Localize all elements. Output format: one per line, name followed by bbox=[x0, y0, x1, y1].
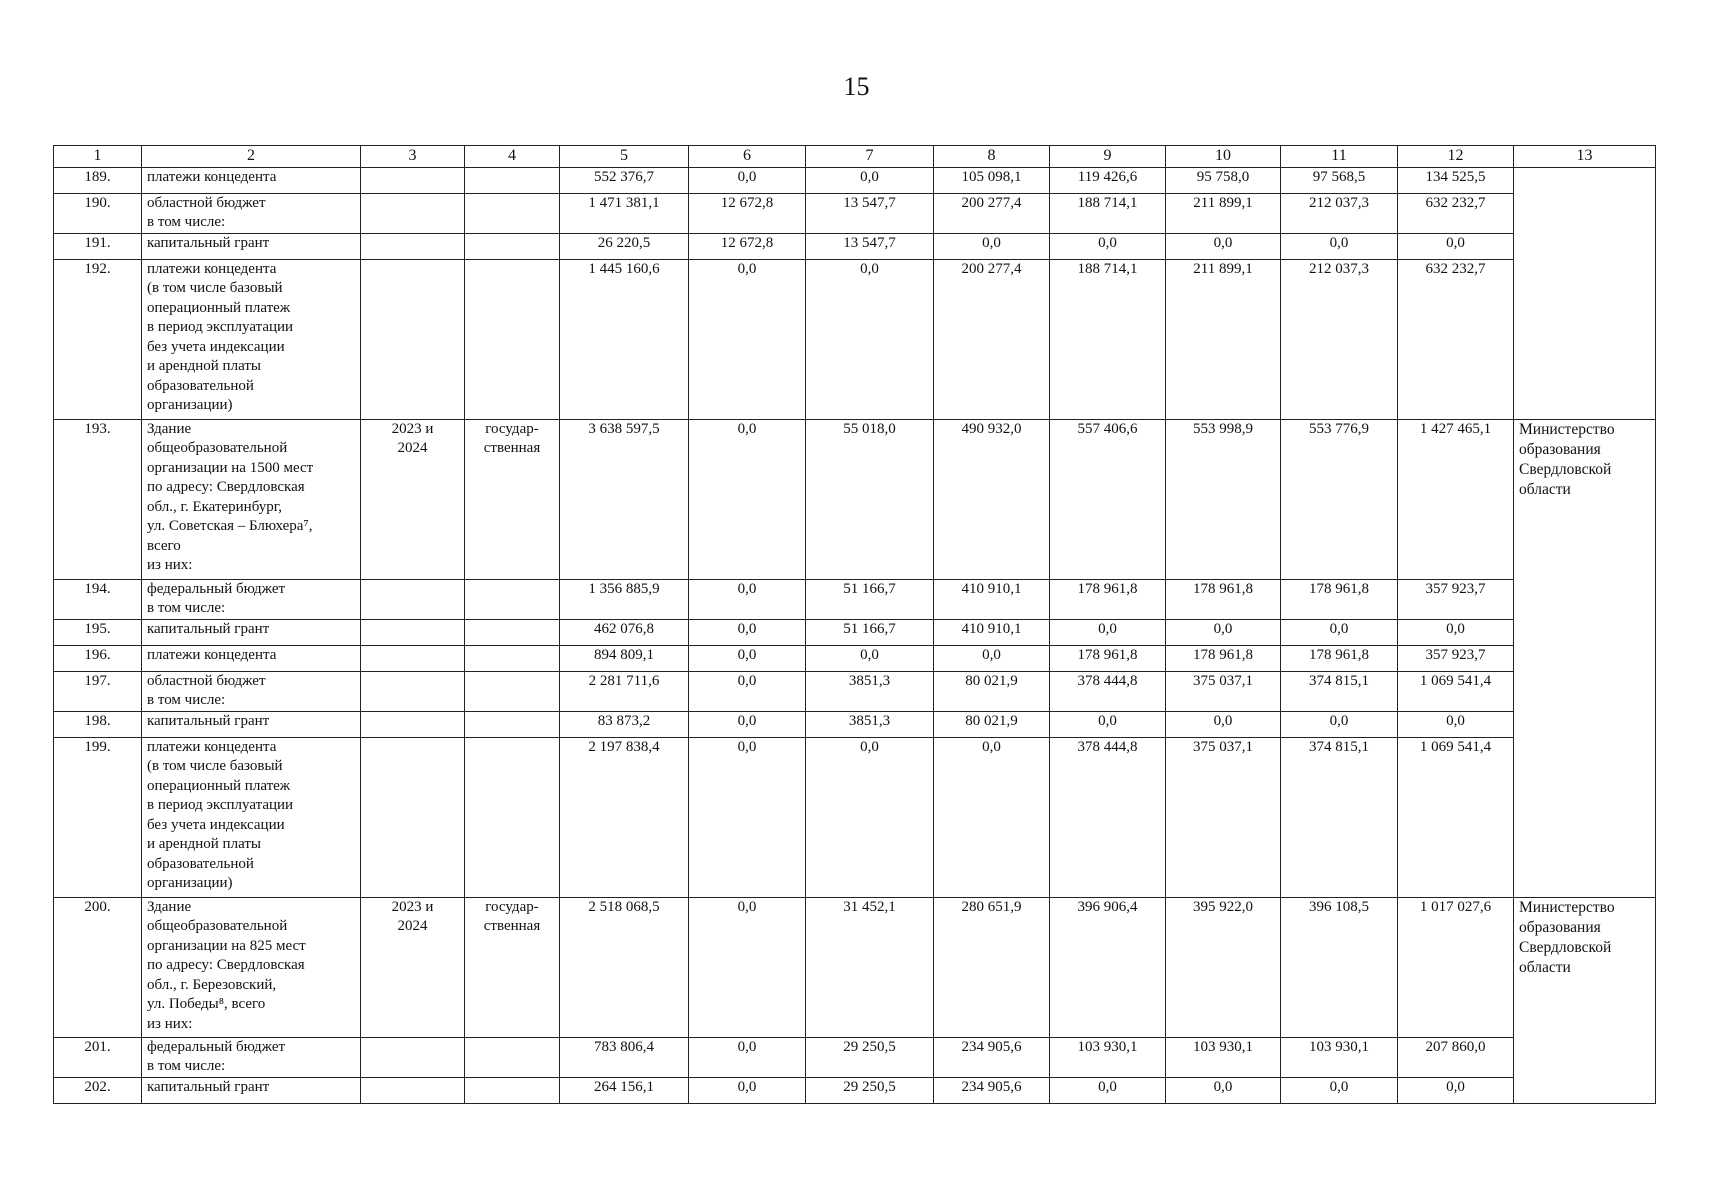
column-header: 10 bbox=[1166, 146, 1281, 168]
amount-cell: 51 166,7 bbox=[806, 619, 934, 645]
item-name: федеральный бюджет в том числе: bbox=[142, 579, 361, 619]
amount-cell: 0,0 bbox=[689, 737, 806, 897]
amount-cell: 462 076,8 bbox=[560, 619, 689, 645]
column-header: 3 bbox=[361, 146, 465, 168]
amount-cell: 374 815,1 bbox=[1281, 737, 1398, 897]
row-number: 193. bbox=[54, 419, 142, 579]
amount-cell: 0,0 bbox=[689, 419, 806, 579]
amount-cell: 83 873,2 bbox=[560, 711, 689, 737]
implementation-period bbox=[361, 259, 465, 419]
amount-cell: 0,0 bbox=[806, 737, 934, 897]
amount-cell: 375 037,1 bbox=[1166, 737, 1281, 897]
amount-cell: 0,0 bbox=[1398, 711, 1514, 737]
amount-cell: 378 444,8 bbox=[1050, 737, 1166, 897]
amount-cell: 0,0 bbox=[806, 167, 934, 193]
amount-cell: 80 021,9 bbox=[934, 671, 1050, 711]
column-header: 4 bbox=[465, 146, 560, 168]
table-row bbox=[54, 259, 1656, 419]
amount-cell: 26 220,5 bbox=[560, 233, 689, 259]
amount-cell: 0,0 bbox=[1398, 619, 1514, 645]
implementation-period bbox=[361, 737, 465, 897]
ownership-form bbox=[465, 167, 560, 193]
column-header: 7 bbox=[806, 146, 934, 168]
implementation-period bbox=[361, 193, 465, 233]
page-number: 15 bbox=[843, 72, 870, 101]
table-row bbox=[54, 1077, 1656, 1103]
column-header: 9 bbox=[1050, 146, 1166, 168]
amount-cell: 378 444,8 bbox=[1050, 671, 1166, 711]
amount-cell: 632 232,7 bbox=[1398, 259, 1514, 419]
amount-cell: 178 961,8 bbox=[1166, 579, 1281, 619]
row-number: 198. bbox=[54, 711, 142, 737]
column-header: 2 bbox=[142, 146, 361, 168]
item-name: областной бюджет в том числе: bbox=[142, 671, 361, 711]
table-row bbox=[54, 619, 1656, 645]
responsible-executor: Министерство образования Свердловской области bbox=[1514, 897, 1656, 1103]
amount-cell: 0,0 bbox=[689, 711, 806, 737]
amount-cell: 0,0 bbox=[1050, 711, 1166, 737]
implementation-period bbox=[361, 1077, 465, 1103]
responsible-executor-empty bbox=[1514, 167, 1656, 419]
amount-cell: 632 232,7 bbox=[1398, 193, 1514, 233]
implementation-period: 2023 и 2024 bbox=[361, 897, 465, 1037]
row-number: 189. bbox=[54, 167, 142, 193]
ownership-form: государ- ственная bbox=[465, 419, 560, 579]
amount-cell: 357 923,7 bbox=[1398, 645, 1514, 671]
amount-cell: 13 547,7 bbox=[806, 193, 934, 233]
amount-cell: 3 638 597,5 bbox=[560, 419, 689, 579]
amount-cell: 3851,3 bbox=[806, 671, 934, 711]
column-header: 8 bbox=[934, 146, 1050, 168]
item-name: капитальный грант bbox=[142, 233, 361, 259]
amount-cell: 374 815,1 bbox=[1281, 671, 1398, 711]
amount-cell: 188 714,1 bbox=[1050, 193, 1166, 233]
amount-cell: 0,0 bbox=[689, 619, 806, 645]
amount-cell: 553 776,9 bbox=[1281, 419, 1398, 579]
amount-cell: 1 427 465,1 bbox=[1398, 419, 1514, 579]
row-number: 202. bbox=[54, 1077, 142, 1103]
amount-cell: 178 961,8 bbox=[1050, 579, 1166, 619]
header-row bbox=[54, 146, 1656, 168]
item-name: платежи концедента (в том числе базовый операционный платеж в период эксплуатации без учета индексации и арендной платы образовательной организации) bbox=[142, 259, 361, 419]
item-name: федеральный бюджет в том числе: bbox=[142, 1037, 361, 1077]
table-body bbox=[54, 167, 1656, 1103]
ownership-form bbox=[465, 711, 560, 737]
amount-cell: 178 961,8 bbox=[1281, 579, 1398, 619]
item-name: капитальный грант bbox=[142, 619, 361, 645]
amount-cell: 0,0 bbox=[689, 671, 806, 711]
amount-cell: 0,0 bbox=[689, 645, 806, 671]
table-row bbox=[54, 167, 1656, 193]
implementation-period bbox=[361, 619, 465, 645]
amount-cell: 2 281 711,6 bbox=[560, 671, 689, 711]
amount-cell: 3851,3 bbox=[806, 711, 934, 737]
amount-cell: 51 166,7 bbox=[806, 579, 934, 619]
amount-cell: 12 672,8 bbox=[689, 233, 806, 259]
amount-cell: 0,0 bbox=[934, 645, 1050, 671]
amount-cell: 105 098,1 bbox=[934, 167, 1050, 193]
column-header: 11 bbox=[1281, 146, 1398, 168]
amount-cell: 1 471 381,1 bbox=[560, 193, 689, 233]
item-name: областной бюджет в том числе: bbox=[142, 193, 361, 233]
column-header: 5 bbox=[560, 146, 689, 168]
row-number: 195. bbox=[54, 619, 142, 645]
amount-cell: 200 277,4 bbox=[934, 259, 1050, 419]
amount-cell: 410 910,1 bbox=[934, 619, 1050, 645]
amount-cell: 1 069 541,4 bbox=[1398, 671, 1514, 711]
amount-cell: 0,0 bbox=[689, 1037, 806, 1077]
amount-cell: 0,0 bbox=[1398, 1077, 1514, 1103]
amount-cell: 212 037,3 bbox=[1281, 193, 1398, 233]
amount-cell: 211 899,1 bbox=[1166, 259, 1281, 419]
row-number: 197. bbox=[54, 671, 142, 711]
amount-cell: 97 568,5 bbox=[1281, 167, 1398, 193]
table-row bbox=[54, 233, 1656, 259]
item-name: Здание общеобразовательной организации на 1500 мест по адресу: Свердловская обл., г. Екатеринбург, ул. Советская – Блюхера⁷, всего из них: bbox=[142, 419, 361, 579]
row-number: 201. bbox=[54, 1037, 142, 1077]
amount-cell: 178 961,8 bbox=[1050, 645, 1166, 671]
amount-cell: 207 860,0 bbox=[1398, 1037, 1514, 1077]
amount-cell: 103 930,1 bbox=[1281, 1037, 1398, 1077]
amount-cell: 557 406,6 bbox=[1050, 419, 1166, 579]
amount-cell: 0,0 bbox=[1050, 619, 1166, 645]
row-number: 199. bbox=[54, 737, 142, 897]
item-name: капитальный грант bbox=[142, 1077, 361, 1103]
amount-cell: 178 961,8 bbox=[1166, 645, 1281, 671]
ownership-form: государ- ственная bbox=[465, 897, 560, 1037]
table-row bbox=[54, 671, 1656, 711]
amount-cell: 783 806,4 bbox=[560, 1037, 689, 1077]
table-row bbox=[54, 897, 1656, 1037]
ownership-form bbox=[465, 619, 560, 645]
item-name: платежи концедента (в том числе базовый операционный платеж в период эксплуатации без учета индексации и арендной платы образовательной организации) bbox=[142, 737, 361, 897]
amount-cell: 55 018,0 bbox=[806, 419, 934, 579]
row-number: 192. bbox=[54, 259, 142, 419]
amount-cell: 410 910,1 bbox=[934, 579, 1050, 619]
amount-cell: 490 932,0 bbox=[934, 419, 1050, 579]
amount-cell: 375 037,1 bbox=[1166, 671, 1281, 711]
amount-cell: 103 930,1 bbox=[1050, 1037, 1166, 1077]
table-row bbox=[54, 193, 1656, 233]
amount-cell: 0,0 bbox=[934, 737, 1050, 897]
amount-cell: 12 672,8 bbox=[689, 193, 806, 233]
amount-cell: 212 037,3 bbox=[1281, 259, 1398, 419]
ownership-form bbox=[465, 233, 560, 259]
amount-cell: 119 426,6 bbox=[1050, 167, 1166, 193]
ownership-form bbox=[465, 671, 560, 711]
ownership-form bbox=[465, 645, 560, 671]
table-row bbox=[54, 579, 1656, 619]
amount-cell: 0,0 bbox=[1166, 233, 1281, 259]
amount-cell: 0,0 bbox=[934, 233, 1050, 259]
amount-cell: 280 651,9 bbox=[934, 897, 1050, 1037]
amount-cell: 396 906,4 bbox=[1050, 897, 1166, 1037]
amount-cell: 211 899,1 bbox=[1166, 193, 1281, 233]
ownership-form bbox=[465, 193, 560, 233]
amount-cell: 0,0 bbox=[806, 645, 934, 671]
amount-cell: 0,0 bbox=[1281, 711, 1398, 737]
ownership-form bbox=[465, 259, 560, 419]
amount-cell: 178 961,8 bbox=[1281, 645, 1398, 671]
item-name: платежи концедента bbox=[142, 167, 361, 193]
column-header: 6 bbox=[689, 146, 806, 168]
amount-cell: 2 518 068,5 bbox=[560, 897, 689, 1037]
amount-cell: 80 021,9 bbox=[934, 711, 1050, 737]
budget-table bbox=[53, 145, 1656, 1104]
amount-cell: 29 250,5 bbox=[806, 1037, 934, 1077]
implementation-period: 2023 и 2024 bbox=[361, 419, 465, 579]
amount-cell: 95 758,0 bbox=[1166, 167, 1281, 193]
implementation-period bbox=[361, 167, 465, 193]
amount-cell: 396 108,5 bbox=[1281, 897, 1398, 1037]
table-row bbox=[54, 711, 1656, 737]
amount-cell: 0,0 bbox=[1166, 1077, 1281, 1103]
amount-cell: 0,0 bbox=[1166, 619, 1281, 645]
amount-cell: 1 017 027,6 bbox=[1398, 897, 1514, 1037]
row-number: 200. bbox=[54, 897, 142, 1037]
amount-cell: 134 525,5 bbox=[1398, 167, 1514, 193]
implementation-period bbox=[361, 711, 465, 737]
ownership-form bbox=[465, 737, 560, 897]
amount-cell: 1 069 541,4 bbox=[1398, 737, 1514, 897]
item-name: платежи концедента bbox=[142, 645, 361, 671]
amount-cell: 0,0 bbox=[689, 1077, 806, 1103]
implementation-period bbox=[361, 645, 465, 671]
amount-cell: 0,0 bbox=[1050, 233, 1166, 259]
amount-cell: 395 922,0 bbox=[1166, 897, 1281, 1037]
amount-cell: 553 998,9 bbox=[1166, 419, 1281, 579]
amount-cell: 13 547,7 bbox=[806, 233, 934, 259]
amount-cell: 0,0 bbox=[1398, 233, 1514, 259]
amount-cell: 0,0 bbox=[689, 167, 806, 193]
column-header: 13 bbox=[1514, 146, 1656, 168]
item-name: Здание общеобразовательной организации на 825 мест по адресу: Свердловская обл., г. Березовский, ул. Победы⁸, всего из них: bbox=[142, 897, 361, 1037]
ownership-form bbox=[465, 1037, 560, 1077]
amount-cell: 0,0 bbox=[806, 259, 934, 419]
ownership-form bbox=[465, 579, 560, 619]
amount-cell: 29 250,5 bbox=[806, 1077, 934, 1103]
amount-cell: 0,0 bbox=[1166, 711, 1281, 737]
amount-cell: 1 356 885,9 bbox=[560, 579, 689, 619]
table-row bbox=[54, 645, 1656, 671]
amount-cell: 200 277,4 bbox=[934, 193, 1050, 233]
table-row bbox=[54, 419, 1656, 579]
amount-cell: 0,0 bbox=[689, 579, 806, 619]
amount-cell: 31 452,1 bbox=[806, 897, 934, 1037]
amount-cell: 357 923,7 bbox=[1398, 579, 1514, 619]
amount-cell: 264 156,1 bbox=[560, 1077, 689, 1103]
responsible-executor: Министерство образования Свердловской области bbox=[1514, 419, 1656, 897]
implementation-period bbox=[361, 233, 465, 259]
implementation-period bbox=[361, 579, 465, 619]
amount-cell: 103 930,1 bbox=[1166, 1037, 1281, 1077]
amount-cell: 0,0 bbox=[1281, 619, 1398, 645]
implementation-period bbox=[361, 1037, 465, 1077]
item-name: капитальный грант bbox=[142, 711, 361, 737]
column-header: 12 bbox=[1398, 146, 1514, 168]
amount-cell: 0,0 bbox=[1281, 233, 1398, 259]
amount-cell: 0,0 bbox=[1050, 1077, 1166, 1103]
amount-cell: 894 809,1 bbox=[560, 645, 689, 671]
ownership-form bbox=[465, 1077, 560, 1103]
amount-cell: 234 905,6 bbox=[934, 1037, 1050, 1077]
implementation-period bbox=[361, 671, 465, 711]
amount-cell: 0,0 bbox=[689, 897, 806, 1037]
row-number: 196. bbox=[54, 645, 142, 671]
column-header: 1 bbox=[54, 146, 142, 168]
amount-cell: 0,0 bbox=[689, 259, 806, 419]
amount-cell: 0,0 bbox=[1281, 1077, 1398, 1103]
row-number: 194. bbox=[54, 579, 142, 619]
amount-cell: 234 905,6 bbox=[934, 1077, 1050, 1103]
table-row bbox=[54, 737, 1656, 897]
amount-cell: 188 714,1 bbox=[1050, 259, 1166, 419]
row-number: 190. bbox=[54, 193, 142, 233]
table-row bbox=[54, 1037, 1656, 1077]
amount-cell: 1 445 160,6 bbox=[560, 259, 689, 419]
amount-cell: 2 197 838,4 bbox=[560, 737, 689, 897]
amount-cell: 552 376,7 bbox=[560, 167, 689, 193]
row-number: 191. bbox=[54, 233, 142, 259]
